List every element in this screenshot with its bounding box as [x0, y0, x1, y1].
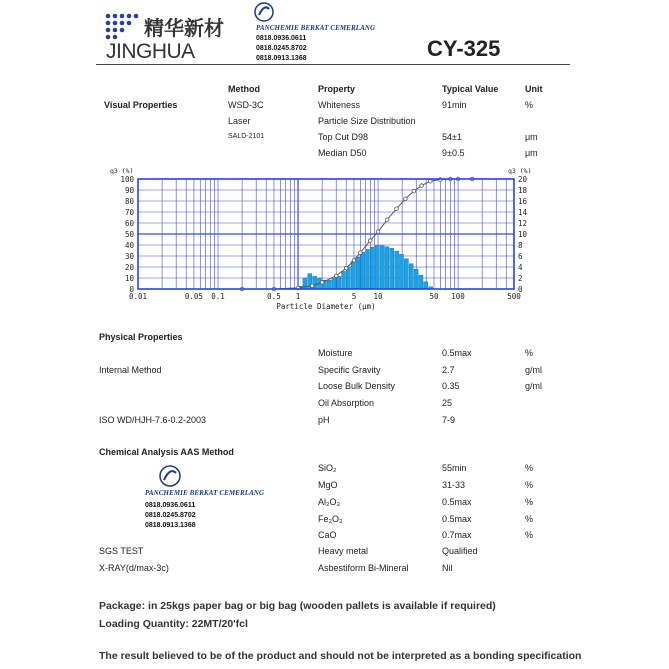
physical-property-2: Specific Gravity [318, 365, 381, 375]
y-left-tick-label: 10 [124, 274, 134, 283]
extra-method-1: SGS TEST [99, 546, 144, 556]
histogram-bar [419, 275, 423, 289]
physical-property-3: Loose Bulk Density [318, 381, 396, 391]
chemical-property-1: SiO₂ [318, 463, 337, 473]
physical-unit-1: % [525, 348, 534, 358]
physical-property-1: Moisture [318, 348, 353, 358]
visual-property-2: Particle Size Distribution [318, 116, 416, 126]
chemical-unit-3: % [525, 497, 534, 507]
extra-method-2: X-RAY(d/max-3c) [99, 563, 169, 573]
x-tick-label: 0.1 [211, 292, 225, 301]
y-left-tick-label: 40 [124, 241, 134, 250]
chemical-value-3: 0.5max [442, 497, 472, 507]
cumulative-point [352, 259, 356, 263]
y-right-tick-label: 8 [518, 241, 523, 250]
chemical-unit-1: % [525, 463, 534, 473]
y-left-tick-label: 30 [124, 252, 134, 261]
y-right-tick-label: 14 [518, 208, 528, 217]
extra-property-1: Heavy metal [318, 546, 369, 556]
watermark-mid-company: PANCHEMIE BERKAT CEMERLANG [145, 489, 265, 497]
x-axis-label: Particle Diameter (μm) [276, 302, 376, 311]
particle-size-chart [100, 163, 550, 313]
physical-standard: ISO WD/HJH-7.6-0.2-2003 [99, 415, 207, 425]
cumulative-point [334, 274, 338, 278]
histogram-bar [424, 282, 428, 289]
y-right-tick-label: 4 [518, 263, 523, 272]
visual-method-2: Laser [228, 116, 251, 126]
watermark-mid-logo-icon [159, 465, 181, 487]
y-right-tick-label: 20 [518, 175, 528, 184]
x-tick-label: 5 [351, 292, 357, 301]
histogram-bar [399, 254, 403, 289]
histogram-bar [380, 246, 384, 289]
package-info: Package: in 25kgs paper bag or big bag (wooden pallets is available if required) [99, 600, 496, 612]
histogram-bar [366, 249, 370, 289]
cumulative-point [359, 251, 363, 255]
histogram-bar [409, 264, 413, 289]
physical-value-1: 0.5max [442, 348, 472, 358]
y-left-tick-label: 0 [129, 285, 134, 294]
watermark-mid-phone-1: 0818.0936.0611 [145, 502, 196, 509]
chemical-unit-4: % [525, 514, 534, 524]
chemical-property-5: CaO [318, 530, 337, 540]
histogram-bar [385, 247, 389, 289]
visual-method-1: WSD-3C [228, 100, 264, 110]
histogram-bar [342, 271, 346, 289]
visual-unit-4: μm [525, 148, 538, 158]
histogram-bar [375, 246, 379, 289]
cumulative-point [320, 281, 324, 285]
chemical-unit-5: % [525, 530, 534, 540]
watermark-header [256, 24, 375, 64]
y-right-tick-label: 0 [518, 285, 523, 294]
histogram-bar [404, 259, 408, 289]
watermark-phone-1: 0818.0936.0611 [256, 35, 307, 42]
chemical-value-4: 0.5max [442, 514, 472, 524]
extra-property-2: Asbestiform Bi-Mineral [318, 563, 409, 573]
physical-unit-3: g/ml [525, 381, 543, 391]
x-tick-label: 0.01 [128, 292, 148, 301]
watermark-mid-phone-3: 0818.0913.1368 [145, 522, 196, 529]
cumulative-point [420, 184, 424, 188]
cumulative-point [385, 218, 389, 222]
cumulative-point [429, 179, 433, 183]
y-right-tick-label: 16 [518, 197, 528, 206]
physical-value-4: 25 [442, 398, 453, 408]
cumulative-point [395, 207, 399, 211]
cumulative-point [412, 189, 416, 193]
col-header-unit: Unit [525, 84, 543, 94]
col-header-typical: Typical Value [442, 84, 499, 94]
chemical-property-2: MgO [318, 480, 338, 490]
loading-quantity: Loading Quantity: 22MT/20'fcl [99, 618, 248, 630]
company-logo [104, 10, 244, 62]
visual-property-3: Top Cut D98 [318, 132, 369, 142]
x-tick-label: 0.05 [184, 292, 203, 301]
chemical-property-3: Al₂O₃ [318, 497, 341, 507]
logo-latin-text: JINGHUA [106, 40, 195, 63]
watermark-company: PANCHEMIE BERKAT CEMERLANG [256, 24, 376, 32]
y-left-tick-label: 80 [124, 197, 134, 206]
histogram-bar [395, 251, 399, 289]
histogram-bar [356, 257, 360, 289]
x-tick-label: 500 [507, 292, 521, 301]
visual-unit-3: μm [525, 132, 538, 142]
visual-property-4: Median D50 [318, 148, 367, 158]
physical-property-5: pH [318, 415, 330, 425]
section-visual-properties: Visual Properties [104, 100, 178, 110]
physical-unit-2: g/ml [525, 365, 543, 375]
visual-value-1: 91min [442, 100, 467, 110]
chemical-value-1: 55min [442, 463, 467, 473]
physical-property-4: Oil Absorption [318, 398, 375, 408]
header-rule [96, 64, 570, 65]
physical-value-5: 7-9 [442, 415, 456, 425]
watermark-logo-icon [254, 2, 274, 22]
y-left-axis-label: q3 (%) [110, 167, 134, 175]
section-chemical-analysis: Chemical Analysis AAS Method [99, 447, 234, 457]
histogram-bar [337, 276, 341, 289]
x-tick-label: 50 [429, 292, 439, 301]
y-right-tick-label: 10 [518, 230, 528, 239]
histogram-bar [351, 262, 355, 290]
col-header-property: Property [318, 84, 356, 94]
visual-unit-1: % [525, 100, 534, 110]
logo-chinese-text: 精华新材 [144, 16, 224, 40]
histogram-bar [346, 267, 350, 289]
chemical-value-5: 0.7max [442, 530, 472, 540]
section-physical-properties: Physical Properties [99, 332, 183, 342]
x-tick-label: 0.5 [267, 292, 281, 301]
y-right-axis-label: q3 (%) [508, 167, 532, 175]
watermark-mid [145, 489, 264, 531]
watermark-phone-3: 0818.0913.1368 [256, 55, 307, 62]
histogram-bar [327, 280, 331, 289]
y-right-tick-label: 18 [518, 186, 528, 195]
y-left-tick-label: 50 [124, 230, 134, 239]
histogram-bar [370, 247, 374, 289]
physical-value-3: 0.35 [442, 381, 460, 391]
chemical-value-2: 31-33 [442, 480, 466, 490]
product-code: CY-325 [427, 36, 501, 61]
histogram-bar [332, 279, 336, 289]
y-left-tick-label: 20 [124, 263, 134, 272]
cumulative-point [344, 266, 348, 270]
y-left-tick-label: 100 [120, 175, 134, 184]
watermark-mid-phone-2: 0818.0245.8702 [145, 512, 196, 519]
cumulative-point [310, 284, 314, 288]
cumulative-point [404, 197, 408, 201]
visual-value-3: 54±1 [442, 132, 462, 142]
visual-method-3: SALD-2101 [228, 133, 265, 140]
x-tick-label: 1 [295, 292, 301, 301]
col-header-method: Method [228, 84, 260, 94]
visual-property-1: Whiteness [318, 100, 361, 110]
chemical-unit-2: % [525, 480, 534, 490]
y-left-tick-label: 60 [124, 219, 134, 228]
histogram-bar [414, 269, 418, 289]
extra-value-1: Qualified [442, 546, 478, 556]
visual-value-4: 9±0.5 [442, 148, 465, 158]
cumulative-point [368, 239, 372, 243]
x-tick-label: 10 [373, 292, 383, 301]
watermark-phone-2: 0818.0245.8702 [256, 45, 307, 52]
physical-method: Internal Method [99, 365, 162, 375]
disclaimer: The result believed to be of the product and should not be interpreted as a bonding specification [99, 650, 582, 662]
y-right-tick-label: 12 [518, 219, 528, 228]
x-tick-label: 100 [451, 292, 465, 301]
extra-value-2: Nil [442, 563, 453, 573]
histogram-bar [390, 248, 394, 289]
y-right-tick-label: 2 [518, 274, 523, 283]
physical-value-2: 2.7 [442, 365, 455, 375]
y-left-tick-label: 90 [124, 186, 134, 195]
y-left-tick-label: 70 [124, 208, 134, 217]
y-right-tick-label: 6 [518, 252, 523, 261]
histogram-bar [361, 252, 365, 289]
cumulative-point [376, 230, 380, 234]
chemical-property-4: Fe₂O₃ [318, 514, 343, 524]
